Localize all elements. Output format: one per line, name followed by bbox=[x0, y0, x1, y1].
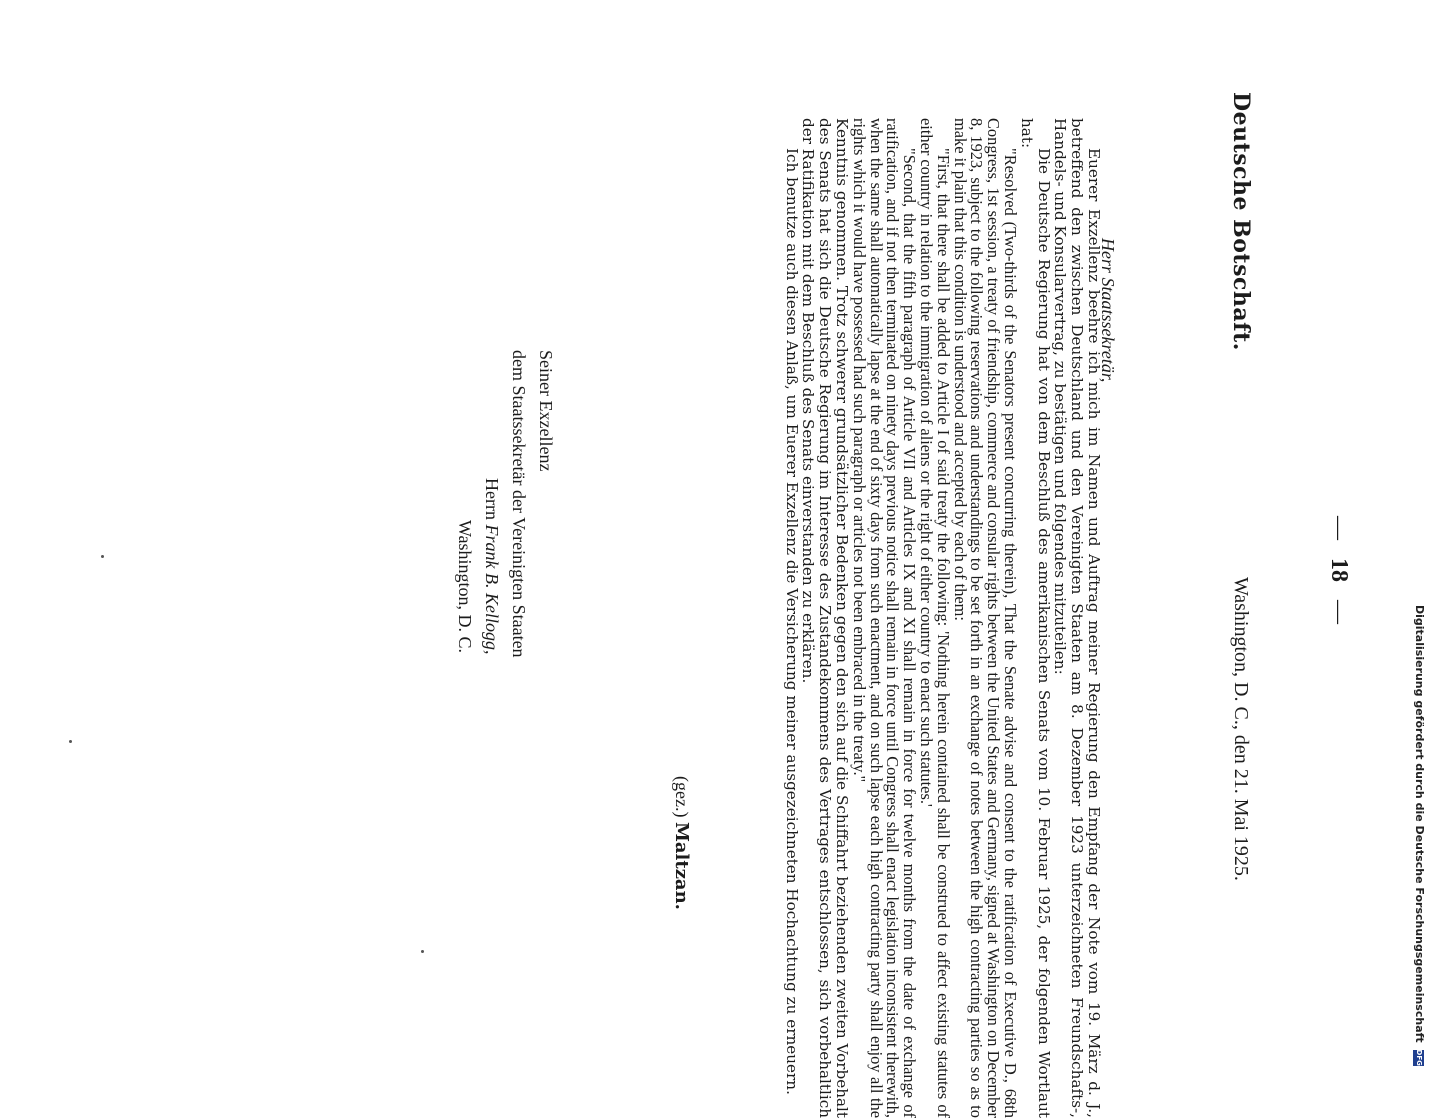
address-line-1: Seiner Exzellenz bbox=[536, 350, 556, 472]
header-date: Washington, D. C., den 21. Mai 1925. bbox=[1230, 577, 1252, 881]
scan-speck bbox=[101, 555, 104, 558]
address-honorific: Herrn bbox=[482, 478, 502, 520]
dfg-logo-icon: DFG bbox=[1415, 1049, 1424, 1066]
address-line-3 bbox=[478, 350, 505, 658]
paragraph-resolution-intro: Die Deutsche Regierung hat von dem Beschluß des amerikanischen Senats vom 10. Februar 1925, der folgenden Wortlaut hat: bbox=[1017, 118, 1053, 1118]
letter-body bbox=[783, 118, 1102, 1118]
scan-speck bbox=[69, 740, 72, 743]
signature bbox=[671, 776, 692, 910]
dash-left: — bbox=[1326, 516, 1352, 540]
address-block bbox=[451, 350, 559, 658]
signature-name: Maltzan. bbox=[671, 821, 692, 910]
paragraph-intro: Euerer Exzellenz beehre ich mich im Namen und Auftrag meiner Regierung den Empfang der Note vom 19. März d. J., betreffend den zwischen Deutschland und den Vereinigten Staaten am 8. Dezember 1923 unterzeichneten Freundschafts-, Handels- und Konsularvertrag, zu bestätigen und folgendes mitzuteilen: bbox=[1051, 118, 1103, 1118]
salutation: Herr Staatssekretär, bbox=[1098, 238, 1118, 383]
digitization-footer bbox=[1413, 605, 1426, 1066]
header-embassy: Deutsche Botschaft. bbox=[1228, 92, 1254, 351]
page-number-value: 18 bbox=[1326, 558, 1352, 582]
footer-text: Digitalisierung gefördert durch die Deutsche Forschungsgemeinschaft bbox=[1413, 605, 1426, 1043]
address-line-2: dem Staatssekretär der Vereinigten Staaten bbox=[509, 350, 529, 658]
paragraph-second: "Second, that the fifth paragraph of Article VII and Articles IX and XI shall remain in force for twelve months from the date of exchange of ratification, and if not then terminated on ninety days previous notice shall remain in force until Congress shall enact legislation inconsistent therewith, when the same shall automatically lapse at the end of sixty days from such enactment, and on such lapse each high contracting party shall enjoy all the rights which it would have possessed had such paragraph or articles not been embraced in the treaty." bbox=[849, 118, 920, 1118]
paragraph-first: "First, that there shall be added to Article I of said treaty the following: 'Nothing herein contained shall be construed to affect existing statutes of either country in relation to the immigration of aliens or the right of either country to enact such statutes.' bbox=[917, 118, 953, 1118]
page-number bbox=[1325, 498, 1352, 642]
address-line-4: Washington, D. C. bbox=[455, 520, 475, 654]
paragraph-acknowledgement: Kenntnis genommen. Trotz schwerer grundsätzlicher Bedenken gegen den sich auf die Schiffahrt beziehenden zweiten Vorbehalt des Senats hat sich die Deutsche Regierung im Interesse des Zustandekommens des Vertrages entschlossen, sich vorbehaltlich der Ratifikation mit dem Beschluß des Senats einverstanden zu erklären. bbox=[799, 118, 852, 1118]
dash-right: — bbox=[1326, 600, 1352, 624]
paragraph-resolved: "Resolved (Two-thirds of the Senators present concurring therein), That the Senate advise and consent to the ratification of Executive D., 68th Congress, 1st session, a treaty of friendship, commerce and consular rights between the United States and Germany, signed at Washington on December 8, 1923, subject to the following reservations and understandings to be set forth in an exchange of notes between the high contracting parties so as to make it plain that this condition is understood and accepted by each of them: bbox=[950, 118, 1021, 1118]
signature-prefix: (gez.) bbox=[672, 776, 692, 818]
scan-speck bbox=[421, 950, 424, 953]
paragraph-closing: Ich benutze auch diesen Anlaß, um Euerer Exzellenz die Versicherung meiner ausgezeichneten Hochachtung zu erneuern. bbox=[782, 148, 801, 1095]
address-name: Frank B. Kellogg, bbox=[482, 524, 502, 655]
